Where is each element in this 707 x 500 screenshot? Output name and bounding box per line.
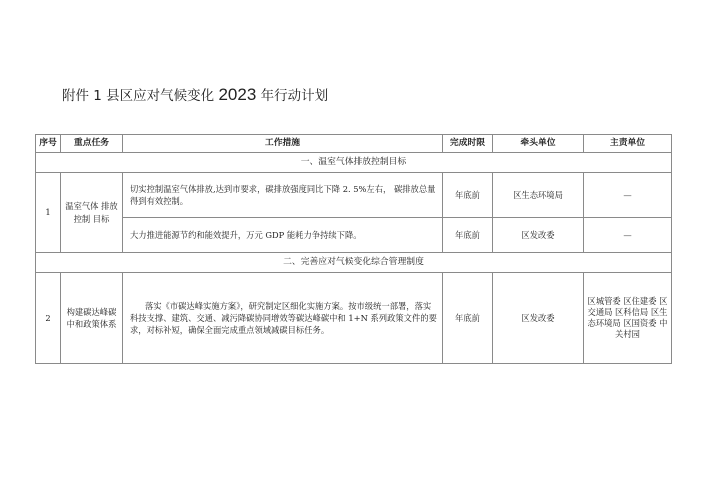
table-row xyxy=(36,273,672,364)
measure-cell: 落实《市碳达峰实施方案》，研究制定区细化实施方案。按市级统一部署，落实科技支撑、建筑、交通、减污降碳协同增效等碳达峰碳中和 1+N 系列政策文件的要求，对标补短，确保全面完成重点领域减碳目标任务。 xyxy=(123,273,443,364)
action-plan-table xyxy=(35,134,672,364)
header-row xyxy=(36,135,672,153)
deadline-cell: 年底前 xyxy=(443,273,493,364)
responsible-unit-cell: — xyxy=(584,173,672,218)
section-row xyxy=(36,253,672,273)
section-row xyxy=(36,153,672,173)
header-deadline: 完成时限 xyxy=(443,135,493,153)
responsible-unit-cell: — xyxy=(584,218,672,253)
lead-unit-cell: 区发改委 xyxy=(493,273,584,364)
lead-unit-cell: 区发改委 xyxy=(493,218,584,253)
row-number: 1 xyxy=(36,173,61,253)
header-responsible-unit: 主责单位 xyxy=(584,135,672,153)
title-year: 2023 xyxy=(218,85,257,104)
deadline-cell: 年底前 xyxy=(443,218,493,253)
header-lead-unit: 牵头单位 xyxy=(493,135,584,153)
lead-unit-cell: 区生态环境局 xyxy=(493,173,584,218)
section-heading-2: 二、完善应对气候变化综合管理制度 xyxy=(36,253,672,273)
section-heading-1: 一、温室气体排放控制目标 xyxy=(36,153,672,173)
title-prefix: 附件 1 县区应对气候变化 xyxy=(62,88,219,104)
header-measures: 工作措施 xyxy=(123,135,443,153)
task-cell: 温室气体 排放控制 目标 xyxy=(61,173,123,253)
measure-cell: 切实控制温室气体排放,达到市要求，碳排放强度同比下降 2. 5%左右， 碳排放总量得到有效控制。 xyxy=(123,173,443,218)
deadline-cell: 年底前 xyxy=(443,173,493,218)
measure-cell: 大力推进能源节约和能效提升，万元 GDP 能耗力争持续下降。 xyxy=(123,218,443,253)
task-cell: 构建碳达峰碳中和政策体系 xyxy=(61,273,123,364)
responsible-unit-cell: 区城管委 区住建委 区交通局 区科信局 区生态环境局 区国资委 中关村园 xyxy=(584,273,672,364)
header-task: 重点任务 xyxy=(61,135,123,153)
document-title xyxy=(62,84,328,105)
header-no: 序号 xyxy=(36,135,61,153)
table-row xyxy=(36,218,672,253)
title-suffix: 年行动计划 xyxy=(256,88,329,104)
row-number: 2 xyxy=(36,273,61,364)
table-row xyxy=(36,173,672,218)
